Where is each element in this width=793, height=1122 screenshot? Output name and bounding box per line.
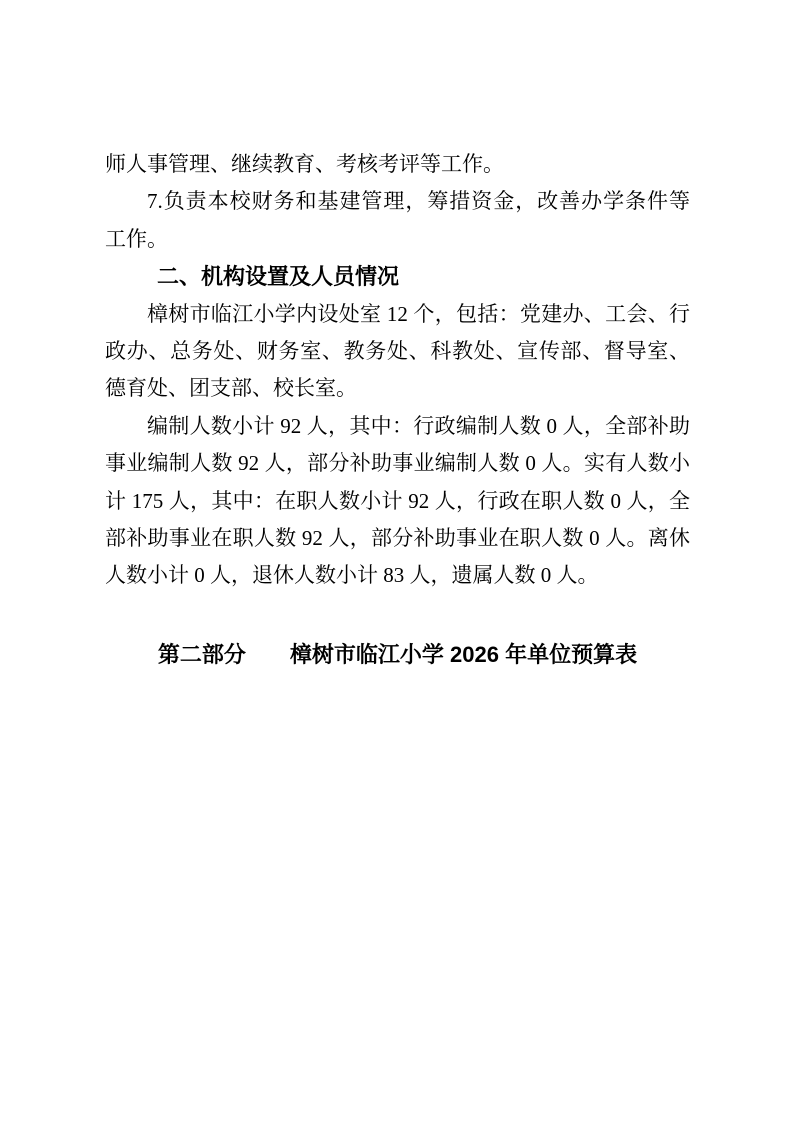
body-line: 德育处、团支部、校长室。 [105, 376, 357, 401]
body-line: 人数小计 0 人，退休人数小计 83 人，遗属人数 0 人。 [105, 563, 599, 588]
section-heading: 二、机构设置及人员情况 [157, 264, 400, 290]
body-line: 计 175 人，其中：在职人数小计 92 人，行政在职人数 0 人，全 [105, 488, 690, 513]
document-content [105, 146, 690, 675]
body-line: 工作。 [105, 226, 168, 251]
body-line: 樟树市临江小学内设处室 12 个，包括：党建办、工会、行 [147, 301, 690, 326]
part-title: 第二部分 樟树市临江小学 2026 年单位预算表 [157, 641, 638, 667]
body-line: 师人事管理、继续教育、考核考评等工作。 [105, 152, 504, 176]
body-line: 编制人数小计 92 人，其中：行政编制人数 0 人，全部补助 [147, 413, 690, 438]
body-line: 部补助事业在职人数 92 人，部分补助事业在职人数 0 人。离休 [105, 526, 690, 551]
body-line: 7.负责本校财务和基建管理，筹措资金，改善办学条件等 [147, 189, 690, 214]
body-line: 政办、总务处、财务室、教务处、科教处、宣传部、督导室、 [105, 339, 690, 364]
body-line: 事业编制人数 92 人，部分补助事业编制人数 0 人。实有人数小 [105, 451, 690, 476]
